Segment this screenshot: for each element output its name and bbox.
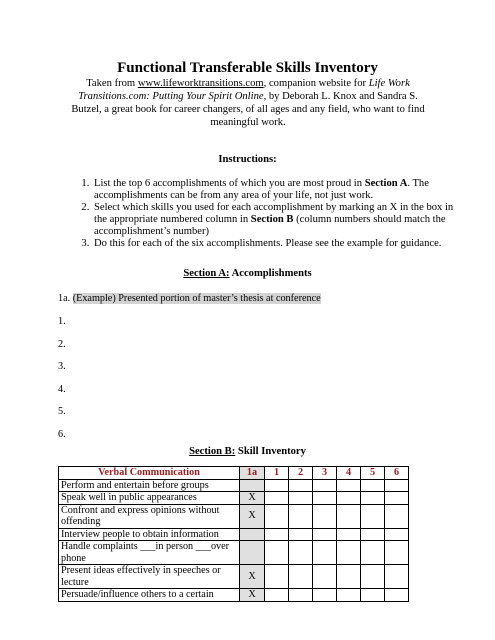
table-header-row xyxy=(59,467,409,480)
mark-cell[interactable] xyxy=(313,528,337,541)
example-accomplishment: (Example) Presented portion of master’s thesis at conference xyxy=(72,293,321,304)
mark-cell[interactable] xyxy=(265,528,289,541)
instruction-item: 3. Do this for each of the six accomplishments. Please see the example for guidance. xyxy=(92,238,454,250)
column-header: 4 xyxy=(337,467,361,480)
accomplishment-item[interactable]: 3. xyxy=(58,361,66,372)
mark-cell[interactable] xyxy=(361,528,385,541)
mark-cell[interactable]: X xyxy=(240,565,265,589)
mark-cell[interactable] xyxy=(289,479,313,492)
mark-cell[interactable] xyxy=(265,504,289,528)
mark-cell[interactable] xyxy=(313,541,337,565)
intro-text: , companion website for xyxy=(263,78,369,89)
mark-cell[interactable] xyxy=(361,565,385,589)
table-row xyxy=(59,589,409,602)
website-link[interactable]: www.lifeworktransitions.com xyxy=(137,78,264,89)
mark-cell[interactable] xyxy=(313,492,337,505)
column-header: 2 xyxy=(289,467,313,480)
section-b-heading: Section B: Skill Inventory xyxy=(189,446,306,457)
mark-cell[interactable] xyxy=(385,565,409,589)
mark-cell[interactable] xyxy=(361,504,385,528)
mark-cell[interactable] xyxy=(337,504,361,528)
mark-cell[interactable] xyxy=(240,541,265,565)
accomplishment-item[interactable]: 2. xyxy=(58,339,66,350)
accomplishment-item[interactable]: 4. xyxy=(58,384,66,395)
mark-cell[interactable] xyxy=(385,492,409,505)
mark-cell[interactable] xyxy=(385,589,409,602)
mark-cell[interactable] xyxy=(385,528,409,541)
mark-cell[interactable] xyxy=(385,479,409,492)
mark-cell[interactable] xyxy=(265,565,289,589)
mark-cell[interactable] xyxy=(361,492,385,505)
table-row xyxy=(59,479,409,492)
accomplishment-item: 1a. (Example) Presented portion of master’s thesis at conference xyxy=(58,293,321,304)
instruction-item: 1. List the top 6 accomplishments of which you are most proud in Section A. The accomplishments can be from any area of your life, not just work. xyxy=(92,178,454,202)
intro-text: , by Deborah L. Knox and Sandra S. Butzel, a great book for career changers, of all ages and any field, who want to find meaningful work. xyxy=(71,91,425,128)
mark-cell[interactable] xyxy=(361,479,385,492)
table-row xyxy=(59,541,409,565)
mark-cell[interactable] xyxy=(265,541,289,565)
skill-label: Handle complaints ___in person ___over phone xyxy=(59,541,240,565)
mark-cell[interactable] xyxy=(240,528,265,541)
mark-cell[interactable] xyxy=(313,589,337,602)
mark-cell[interactable] xyxy=(289,589,313,602)
accomplishment-item[interactable]: 6. xyxy=(58,429,66,440)
page-title: Functional Transferable Skills Inventory xyxy=(117,60,378,76)
intro-text: Taken from xyxy=(86,78,138,89)
instruction-item: 2. Select which skills you used for each accomplishment by marking an X in the box in the appropriate numbered column in Section B (column numbers should match the accomplishment’s number) xyxy=(92,202,454,238)
mark-cell[interactable] xyxy=(289,541,313,565)
intro-paragraph xyxy=(68,77,428,129)
mark-cell[interactable]: X xyxy=(240,589,265,602)
mark-cell[interactable] xyxy=(289,528,313,541)
mark-cell[interactable] xyxy=(289,565,313,589)
mark-cell[interactable] xyxy=(385,541,409,565)
column-header: 3 xyxy=(313,467,337,480)
mark-cell[interactable] xyxy=(265,492,289,505)
mark-cell[interactable] xyxy=(265,589,289,602)
mark-cell[interactable] xyxy=(385,504,409,528)
mark-cell[interactable] xyxy=(337,541,361,565)
book-title: Life Work Transitions.com: Putting Your Spirit Online xyxy=(78,78,410,102)
skill-label: Confront and express opinions without offending xyxy=(59,504,240,528)
mark-cell[interactable]: X xyxy=(240,504,265,528)
accomplishment-item[interactable]: 5. xyxy=(58,406,66,417)
mark-cell[interactable] xyxy=(337,589,361,602)
mark-cell[interactable] xyxy=(313,504,337,528)
table-row xyxy=(59,528,409,541)
mark-cell[interactable] xyxy=(313,479,337,492)
mark-cell[interactable] xyxy=(289,492,313,505)
skill-inventory-table xyxy=(58,466,409,602)
accomplishment-item[interactable]: 1. xyxy=(58,316,66,327)
mark-cell[interactable] xyxy=(265,479,289,492)
mark-cell[interactable] xyxy=(337,565,361,589)
mark-cell[interactable] xyxy=(313,565,337,589)
instructions-heading: Instructions: xyxy=(218,154,277,165)
skill-label: Perform and entertain before groups xyxy=(59,479,240,492)
mark-cell[interactable] xyxy=(337,492,361,505)
mark-cell[interactable]: X xyxy=(240,492,265,505)
mark-cell[interactable] xyxy=(361,589,385,602)
skill-label: Present ideas effectively in speeches or lecture xyxy=(59,565,240,589)
column-header: 5 xyxy=(361,467,385,480)
column-header: 1 xyxy=(265,467,289,480)
column-header: 6 xyxy=(385,467,409,480)
skill-label: Persuade/influence others to a certain xyxy=(59,589,240,602)
table-row xyxy=(59,565,409,589)
instructions-list xyxy=(72,178,454,251)
table-row xyxy=(59,504,409,528)
mark-cell[interactable] xyxy=(361,541,385,565)
skill-label: Interview people to obtain information xyxy=(59,528,240,541)
table-row xyxy=(59,492,409,505)
mark-cell[interactable] xyxy=(337,528,361,541)
mark-cell[interactable] xyxy=(289,504,313,528)
section-a-heading: Section A: Accomplishments xyxy=(183,268,312,279)
category-header: Verbal Communication xyxy=(59,467,240,480)
column-header: 1a xyxy=(240,467,265,480)
mark-cell[interactable] xyxy=(240,479,265,492)
skill-label: Speak well in public appearances xyxy=(59,492,240,505)
mark-cell[interactable] xyxy=(337,479,361,492)
